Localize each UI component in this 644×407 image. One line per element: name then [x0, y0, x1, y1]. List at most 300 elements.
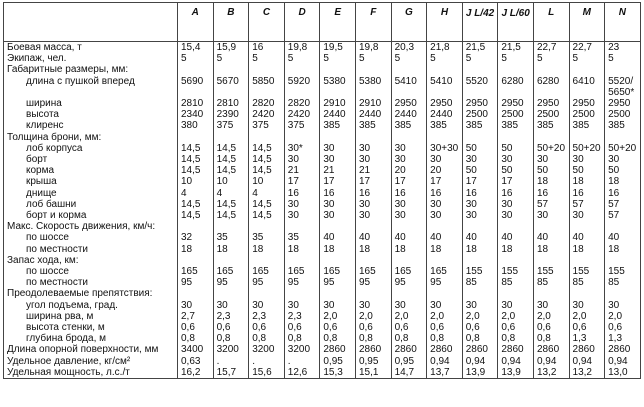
cell-value — [569, 288, 605, 299]
cell-value — [427, 132, 463, 143]
cell-value: 0,8 — [533, 333, 569, 344]
cell-value: 5 — [213, 53, 249, 64]
cell-value — [427, 221, 463, 232]
cell-value: 40 — [498, 232, 534, 243]
cell-value: 15,7 — [213, 367, 249, 379]
cell-value — [462, 255, 498, 266]
row-label: Удельное давление, кг/см² — [4, 356, 178, 367]
column-header: J L/60 — [498, 3, 534, 42]
cell-value: 10 — [249, 176, 285, 187]
cell-value: 5 — [355, 53, 391, 64]
cell-value: 2500 — [533, 109, 569, 120]
cell-value — [249, 255, 285, 266]
cell-value: 2860 — [605, 344, 641, 355]
cell-value — [213, 221, 249, 232]
cell-value — [213, 288, 249, 299]
cell-value: 375 — [213, 120, 249, 131]
cell-value — [284, 87, 320, 98]
column-header: J L/42 — [462, 3, 498, 42]
cell-value — [249, 221, 285, 232]
cell-value: 30 — [391, 199, 427, 210]
cell-value: 50+20 — [605, 143, 641, 154]
cell-value: 2500 — [462, 109, 498, 120]
cell-value: 16 — [391, 188, 427, 199]
cell-value — [462, 221, 498, 232]
cell-value — [391, 288, 427, 299]
cell-value — [320, 64, 356, 75]
cell-value: 14,5 — [178, 199, 214, 210]
cell-value: 385 — [427, 120, 463, 131]
cell-value: 15,3 — [320, 367, 356, 379]
cell-value: 2860 — [498, 344, 534, 355]
cell-value: 23 — [605, 42, 641, 54]
table-row — [4, 120, 641, 131]
cell-value: 165 — [178, 266, 214, 277]
column-header: B — [213, 3, 249, 42]
cell-value: 30 — [178, 300, 214, 311]
cell-value — [498, 87, 534, 98]
cell-value: 0,8 — [462, 333, 498, 344]
column-header: M — [569, 3, 605, 42]
cell-value: 2810 — [213, 98, 249, 109]
cell-value: 19,5 — [320, 42, 356, 54]
cell-value: 30 — [391, 143, 427, 154]
cell-value: 385 — [498, 120, 534, 131]
cell-value: 2,3 — [213, 311, 249, 322]
cell-value: 2440 — [355, 109, 391, 120]
cell-value: 85 — [569, 277, 605, 288]
table-row — [4, 277, 641, 288]
cell-value: 30 — [391, 210, 427, 221]
cell-value — [605, 64, 641, 75]
cell-value: 14,5 — [249, 210, 285, 221]
cell-value: 5650* — [605, 87, 641, 98]
cell-value — [462, 132, 498, 143]
cell-value: 0,8 — [320, 333, 356, 344]
cell-value — [355, 87, 391, 98]
cell-value: 14,5 — [249, 154, 285, 165]
cell-value: 14,5 — [178, 165, 214, 176]
cell-value: 0,8 — [284, 333, 320, 344]
cell-value: 2950 — [391, 98, 427, 109]
table-row — [4, 322, 641, 333]
cell-value — [391, 221, 427, 232]
cell-value: 18 — [533, 244, 569, 255]
cell-value — [320, 221, 356, 232]
cell-value: 0,8 — [498, 333, 534, 344]
cell-value: 21,5 — [462, 42, 498, 54]
cell-value — [533, 221, 569, 232]
cell-value: 30 — [391, 154, 427, 165]
cell-value — [569, 132, 605, 143]
cell-value — [320, 87, 356, 98]
cell-value: 5380 — [355, 76, 391, 87]
cell-value: 30 — [498, 154, 534, 165]
spec-table — [3, 2, 641, 379]
cell-value: 50 — [533, 165, 569, 176]
cell-value: . — [284, 356, 320, 367]
column-header: E — [320, 3, 356, 42]
cell-value: 30 — [427, 199, 463, 210]
cell-value: 30 — [320, 300, 356, 311]
cell-value: 0,6 — [320, 322, 356, 333]
cell-value: 5410 — [427, 76, 463, 87]
cell-value: 16 — [355, 188, 391, 199]
cell-value — [462, 288, 498, 299]
cell-value: 0,94 — [533, 356, 569, 367]
cell-value: 2950 — [605, 98, 641, 109]
cell-value — [605, 288, 641, 299]
cell-value: 5 — [391, 53, 427, 64]
cell-value — [213, 132, 249, 143]
cell-value: . — [213, 356, 249, 367]
cell-value: 385 — [533, 120, 569, 131]
cell-value: 30 — [605, 300, 641, 311]
cell-value: 2860 — [533, 344, 569, 355]
cell-value: 18 — [178, 244, 214, 255]
table-row — [4, 53, 641, 64]
cell-value: 50+20 — [533, 143, 569, 154]
cell-value: 30 — [355, 143, 391, 154]
cell-value: 40 — [605, 232, 641, 243]
cell-value: 5920 — [284, 76, 320, 87]
column-header: A — [178, 3, 214, 42]
cell-value: 5 — [569, 53, 605, 64]
table-row — [4, 87, 641, 98]
cell-value: 21 — [284, 165, 320, 176]
cell-value: 14,5 — [178, 143, 214, 154]
cell-value: 5 — [178, 53, 214, 64]
row-label: Преодолеваемые препятствия: — [4, 288, 178, 299]
cell-value: 50+20 — [569, 143, 605, 154]
row-label: борт и корма — [4, 210, 178, 221]
cell-value — [249, 132, 285, 143]
cell-value — [213, 87, 249, 98]
cell-value — [320, 132, 356, 143]
row-label: лоб корпуса — [4, 143, 178, 154]
cell-value: 2,7 — [178, 311, 214, 322]
cell-value: 16 — [605, 188, 641, 199]
cell-value: 2910 — [355, 98, 391, 109]
row-label: Толщина брони, мм: — [4, 132, 178, 143]
cell-value: 15,9 — [213, 42, 249, 54]
cell-value — [605, 221, 641, 232]
cell-value: 0,95 — [320, 356, 356, 367]
cell-value: 50 — [569, 165, 605, 176]
cell-value — [178, 87, 214, 98]
cell-value: 5690 — [178, 76, 214, 87]
header-row — [4, 3, 641, 42]
cell-value: 375 — [284, 120, 320, 131]
cell-value: 15,6 — [249, 367, 285, 379]
cell-value: 155 — [533, 266, 569, 277]
table-row — [4, 244, 641, 255]
cell-value: 57 — [533, 199, 569, 210]
cell-value: 18 — [605, 244, 641, 255]
cell-value: 16 — [284, 188, 320, 199]
cell-value: 2,0 — [498, 311, 534, 322]
cell-value: 17 — [498, 176, 534, 187]
table-row — [4, 64, 641, 75]
cell-value: 17 — [284, 176, 320, 187]
cell-value: 2860 — [569, 344, 605, 355]
row-label: высота — [4, 109, 178, 120]
cell-value: 30 — [284, 210, 320, 221]
cell-value: 30 — [320, 143, 356, 154]
cell-value: 2,0 — [391, 311, 427, 322]
cell-value: 2860 — [320, 344, 356, 355]
cell-value — [533, 255, 569, 266]
table-row — [4, 98, 641, 109]
cell-value: 165 — [320, 266, 356, 277]
cell-value: 14,5 — [213, 143, 249, 154]
header-label-cell — [4, 3, 178, 42]
cell-value: 2860 — [391, 344, 427, 355]
cell-value: 95 — [391, 277, 427, 288]
cell-value: 2420 — [249, 109, 285, 120]
cell-value — [249, 64, 285, 75]
cell-value — [320, 288, 356, 299]
cell-value: 14,5 — [213, 210, 249, 221]
cell-value: 2910 — [320, 98, 356, 109]
cell-value: 30 — [569, 210, 605, 221]
table-row — [4, 154, 641, 165]
row-label: по местности — [4, 244, 178, 255]
cell-value: 30 — [533, 210, 569, 221]
column-header: C — [249, 3, 285, 42]
cell-value: 0,94 — [427, 356, 463, 367]
row-label: Удельная мощность, л.с./т — [4, 367, 178, 379]
table-row — [4, 266, 641, 277]
cell-value — [391, 132, 427, 143]
cell-value: 5 — [462, 53, 498, 64]
row-label: днище — [4, 188, 178, 199]
cell-value: 4 — [249, 188, 285, 199]
row-label: Габаритные размеры, мм: — [4, 64, 178, 75]
cell-value: 2950 — [569, 98, 605, 109]
cell-value: 2860 — [462, 344, 498, 355]
cell-value: 21,8 — [427, 42, 463, 54]
table-row — [4, 232, 641, 243]
cell-value — [605, 255, 641, 266]
cell-value — [284, 221, 320, 232]
cell-value — [355, 221, 391, 232]
cell-value — [533, 64, 569, 75]
cell-value — [427, 255, 463, 266]
cell-value: 14,5 — [249, 199, 285, 210]
cell-value: 30 — [320, 154, 356, 165]
table-row — [4, 132, 641, 143]
cell-value: 21,5 — [498, 42, 534, 54]
cell-value: 22,7 — [569, 42, 605, 54]
cell-value: 6280 — [498, 76, 534, 87]
row-label: Боевая масса, т — [4, 42, 178, 54]
table-row — [4, 333, 641, 344]
cell-value — [320, 255, 356, 266]
cell-value: 10 — [213, 176, 249, 187]
cell-value: 16 — [249, 42, 285, 54]
table-row — [4, 176, 641, 187]
cell-value: 30* — [284, 143, 320, 154]
cell-value: 95 — [213, 277, 249, 288]
row-label: крыша — [4, 176, 178, 187]
table-row — [4, 42, 641, 54]
table-row — [4, 143, 641, 154]
cell-value: 15,4 — [178, 42, 214, 54]
cell-value: 30 — [320, 210, 356, 221]
cell-value: 12,6 — [284, 367, 320, 379]
cell-value: 3200 — [284, 344, 320, 355]
cell-value — [498, 255, 534, 266]
row-label: борт — [4, 154, 178, 165]
cell-value: 0,8 — [213, 333, 249, 344]
cell-value: 30 — [427, 154, 463, 165]
cell-value: 50 — [462, 165, 498, 176]
cell-value: 2,0 — [355, 311, 391, 322]
cell-value — [284, 64, 320, 75]
cell-value: 385 — [569, 120, 605, 131]
cell-value: 6410 — [569, 76, 605, 87]
row-label — [4, 87, 178, 98]
cell-value: 18 — [284, 244, 320, 255]
cell-value — [569, 64, 605, 75]
cell-value: 30+30 — [427, 143, 463, 154]
cell-value: 40 — [320, 232, 356, 243]
cell-value: 165 — [284, 266, 320, 277]
cell-value: 0,8 — [355, 333, 391, 344]
cell-value: 13,2 — [533, 367, 569, 379]
cell-value: 30 — [462, 199, 498, 210]
cell-value: 30 — [533, 300, 569, 311]
cell-value — [213, 64, 249, 75]
cell-value: 14,7 — [391, 367, 427, 379]
cell-value: 95 — [320, 277, 356, 288]
table-row — [4, 210, 641, 221]
cell-value: 95 — [355, 277, 391, 288]
cell-value: 30 — [427, 300, 463, 311]
cell-value: 2,0 — [462, 311, 498, 322]
cell-value: 18 — [533, 176, 569, 187]
cell-value: 30 — [249, 300, 285, 311]
cell-value — [355, 132, 391, 143]
cell-value: 50 — [498, 165, 534, 176]
cell-value: 2810 — [178, 98, 214, 109]
cell-value — [249, 87, 285, 98]
column-header: H — [427, 3, 463, 42]
cell-value: 2,0 — [569, 311, 605, 322]
cell-value: 5 — [498, 53, 534, 64]
cell-value: 57 — [605, 210, 641, 221]
table-row — [4, 311, 641, 322]
cell-value: 17 — [462, 176, 498, 187]
cell-value: 30 — [462, 210, 498, 221]
cell-value: 13,7 — [427, 367, 463, 379]
cell-value: 0,6 — [178, 322, 214, 333]
row-label: ширина — [4, 98, 178, 109]
cell-value — [391, 255, 427, 266]
row-label: ширина рва, м — [4, 311, 178, 322]
cell-value: 2,3 — [284, 311, 320, 322]
cell-value — [178, 255, 214, 266]
cell-value: 30 — [427, 210, 463, 221]
cell-value — [284, 255, 320, 266]
row-label: высота стенки, м — [4, 322, 178, 333]
cell-value: 18 — [391, 244, 427, 255]
cell-value: 10 — [178, 176, 214, 187]
cell-value: 30 — [391, 300, 427, 311]
cell-value: 50 — [498, 143, 534, 154]
cell-value: 13,9 — [498, 367, 534, 379]
cell-value: 19,8 — [284, 42, 320, 54]
cell-value: 16,2 — [178, 367, 214, 379]
row-label: клиренс — [4, 120, 178, 131]
cell-value: 85 — [462, 277, 498, 288]
cell-value — [178, 221, 214, 232]
cell-value: 2860 — [427, 344, 463, 355]
cell-value: 0,8 — [391, 333, 427, 344]
cell-value: 30 — [284, 300, 320, 311]
cell-value: 0,6 — [355, 322, 391, 333]
cell-value: 17 — [391, 176, 427, 187]
cell-value: 2,0 — [605, 311, 641, 322]
cell-value: 50 — [462, 143, 498, 154]
cell-value: 1,3 — [605, 333, 641, 344]
cell-value: 16 — [533, 188, 569, 199]
row-label: Экипаж, чел. — [4, 53, 178, 64]
row-label: по шоссе — [4, 232, 178, 243]
row-label: длина с пушкой вперед — [4, 76, 178, 87]
cell-value — [355, 64, 391, 75]
cell-value: 380 — [178, 120, 214, 131]
cell-value: 5 — [427, 53, 463, 64]
cell-value: 0,63 — [178, 356, 214, 367]
cell-value: 40 — [462, 232, 498, 243]
cell-value — [355, 255, 391, 266]
cell-value: 155 — [462, 266, 498, 277]
cell-value — [427, 288, 463, 299]
cell-value: 2950 — [533, 98, 569, 109]
cell-value: 3200 — [249, 344, 285, 355]
cell-value — [533, 288, 569, 299]
cell-value: 0,8 — [427, 333, 463, 344]
row-label: корма — [4, 165, 178, 176]
cell-value: 30 — [569, 154, 605, 165]
cell-value: 0,6 — [498, 322, 534, 333]
cell-value — [213, 255, 249, 266]
cell-value: 30 — [213, 300, 249, 311]
cell-value: 17 — [355, 176, 391, 187]
table-row — [4, 165, 641, 176]
cell-value: 375 — [249, 120, 285, 131]
row-label: Длина опорной поверхности, мм — [4, 344, 178, 355]
cell-value: 2500 — [605, 109, 641, 120]
cell-value — [284, 132, 320, 143]
cell-value: 30 — [462, 300, 498, 311]
cell-value: 18 — [355, 244, 391, 255]
cell-value: 2440 — [320, 109, 356, 120]
cell-value: 18 — [605, 176, 641, 187]
cell-value: 14,5 — [178, 154, 214, 165]
cell-value: 0,6 — [462, 322, 498, 333]
cell-value: 5 — [320, 53, 356, 64]
cell-value: 155 — [605, 266, 641, 277]
column-header: F — [355, 3, 391, 42]
row-label: угол подъема, град. — [4, 300, 178, 311]
cell-value — [569, 255, 605, 266]
table-row — [4, 344, 641, 355]
cell-value: 2500 — [569, 109, 605, 120]
cell-value: 385 — [605, 120, 641, 131]
